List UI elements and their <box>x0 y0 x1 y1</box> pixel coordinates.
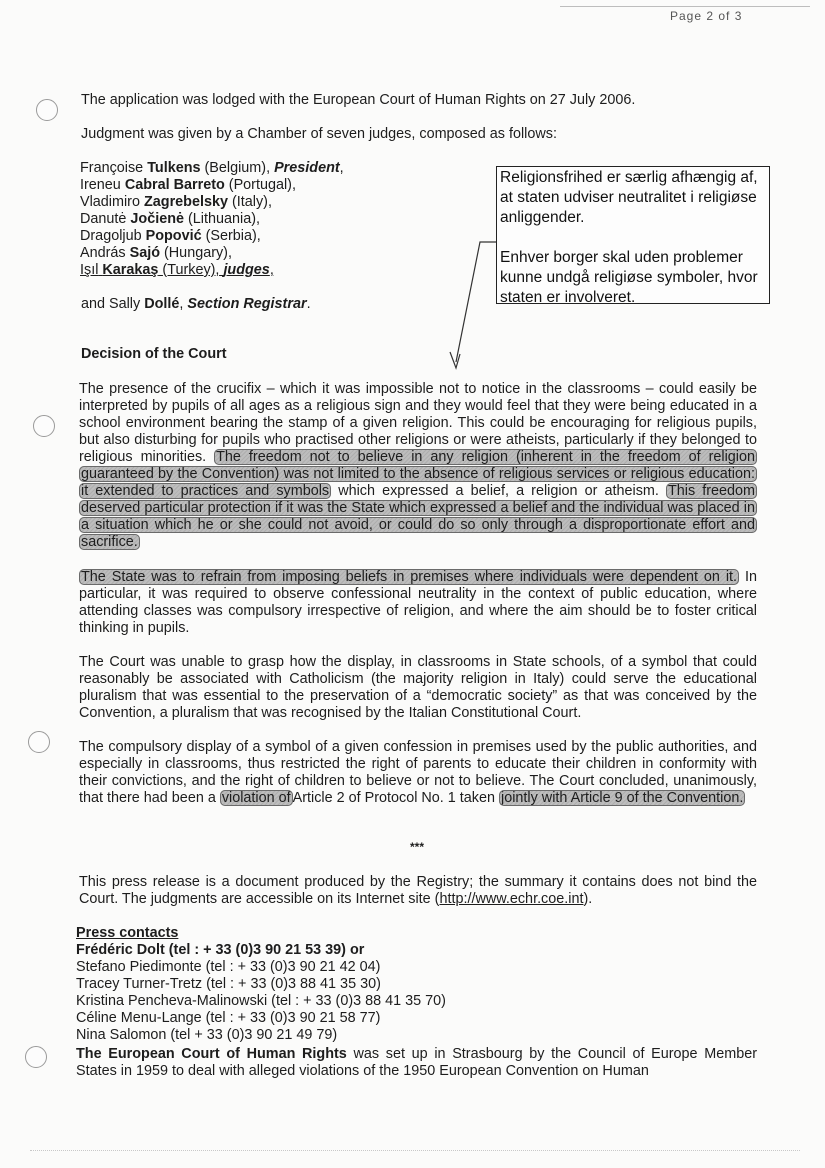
highlighted-passage: The State was to refrain from imposing beliefs in premises where individuals were dependent on it. <box>81 569 738 585</box>
handwritten-annotation-box <box>496 166 770 304</box>
punch-hole <box>36 99 58 121</box>
footer-dotted-line <box>30 1150 800 1151</box>
page-header-cut: Page 2 of 3 <box>670 9 743 23</box>
annotation-text: Religionsfrihed er særlig afhængig af, at staten udviser neutralitet i religiøse anliggender. <box>500 169 758 226</box>
judge-line: Ireneu Cabral Barreto (Portugal), <box>80 177 296 193</box>
decision-paragraph-4: The compulsory display of a symbol of a given confession in premises used by the public authorities, and especially in classrooms, thus restricted the right of parents to educate their children in conformity with their convictions, and the right of children to believe or not to believe. The Court concluded, unanimously, that there had been a violation of Article 2 of Protocol No. 1 taken jointly with Article 9 of the Convention. <box>79 739 757 806</box>
judge-line: Dragoljub Popović (Serbia), <box>80 228 261 244</box>
contact-line: Tracey Turner-Tretz (tel : + 33 (0)3 88 41 35 30) <box>76 976 381 992</box>
press-release-note: This press release is a document produced by the Registry; the summary it contains does not bind the Court. The judgments are accessible on its Internet site (http://www.echr.coe.int). <box>79 874 757 907</box>
contact-line: Céline Menu-Lange (tel : + 33 (0)3 90 21 58 77) <box>76 1010 381 1026</box>
highlighted-passage: jointly with Article 9 of the Convention. <box>501 790 744 806</box>
section-separator: *** <box>410 840 425 854</box>
punch-hole <box>28 731 50 753</box>
press-contacts-heading: Press contacts <box>76 925 179 941</box>
contact-line: Nina Salomon (tel + 33 (0)3 90 21 49 79) <box>76 1027 338 1043</box>
judge-line: Danutė Jočienė (Lithuania), <box>80 211 260 227</box>
echr-website-link[interactable]: http://www.echr.coe.int <box>439 891 584 907</box>
judges-list <box>80 160 344 279</box>
contact-line: Stefano Piedimonte (tel : + 33 (0)3 90 21 42 04) <box>76 959 381 975</box>
judge-line: Françoise Tulkens (Belgium), President, <box>80 160 344 176</box>
highlighted-passage: This freedom deserved particular protection if it was the State which expressed a belief and the individual was placed in a situation which he or she could not avoid, or could do so only through a disproportionate effort and sacrifice. <box>81 483 756 550</box>
annotation-arrow-icon <box>440 236 500 376</box>
highlighted-passage: violation of <box>221 790 291 806</box>
registrar-line: and Sally Dollé, Section Registrar. <box>81 296 311 312</box>
lodged-statement: The application was lodged with the European Court of Human Rights on 27 July 2006. <box>81 92 636 108</box>
judge-line: Vladimiro Zagrebelsky (Italy), <box>80 194 272 210</box>
chamber-statement: Judgment was given by a Chamber of seven judges, composed as follows: <box>81 126 557 142</box>
judge-line: Işıl Karakaş (Turkey), judges, <box>80 262 274 278</box>
contact-line: Frédéric Dolt (tel : + 33 (0)3 90 21 53 39) or <box>76 942 365 958</box>
decision-paragraph-2: The State was to refrain from imposing beliefs in premises where individuals were dependent on it. In particular, it was required to observe confessional neutrality in the context of public education, where attending classes was compulsory irrespective of religion, and where the aim should be to foster critical thinking in pupils. <box>79 569 757 636</box>
annotation-text: Enhver borger skal uden problemer kunne undgå religiøse symboler, hvor staten er involveret. <box>500 249 758 306</box>
highlighted-passage: The freedom not to believe in any religion (inherent in the freedom of religion guaranteed by the Convention) was not limited to the absence of religious services or religious education: it extended to practices and symbols <box>81 449 756 499</box>
judge-line: András Sajó (Hungary), <box>80 245 232 261</box>
decision-heading: Decision of the Court <box>81 346 227 362</box>
press-contacts <box>76 925 446 1044</box>
court-description: The European Court of Human Rights was set up in Strasbourg by the Council of Europe Member States in 1959 to deal with alleged violations of the 1950 European Convention on Human <box>76 1046 758 1079</box>
decision-paragraph-3: The Court was unable to grasp how the display, in classrooms in State schools, of a symbol that could reasonably be associated with Catholicism (the majority religion in Italy) could serve the educational pluralism that was essential to the preservation of a “democratic society” as that was conceived by the Convention, a pluralism that was recognised by the Italian Constitutional Court. <box>79 654 757 721</box>
decision-paragraph-1: The presence of the crucifix – which it was impossible not to notice in the classrooms – could easily be interpreted by pupils of all ages as a religious sign and they would feel that they were being educated in a school environment bearing the stamp of a given religion. This could be encouraging for religious pupils, but also disturbing for pupils who practised other religions or were atheists, particularly if they belonged to religious minorities. The freedom not to believe in any religion (inherent in the freedom of religion guaranteed by the Convention) was not limited to the absence of religious services or religious education: it extended to practices and symbols which expressed a belief, a religion or atheism. This freedom deserved particular protection if it was the State which expressed a belief and the individual was placed in a situation which he or she could not avoid, or could do so only through a disproportionate effort and sacrifice. <box>79 381 757 550</box>
punch-hole <box>25 1046 47 1068</box>
punch-hole <box>33 415 55 437</box>
contact-line: Kristina Pencheva-Malinowski (tel : + 33 (0)3 88 41 35 70) <box>76 993 446 1009</box>
